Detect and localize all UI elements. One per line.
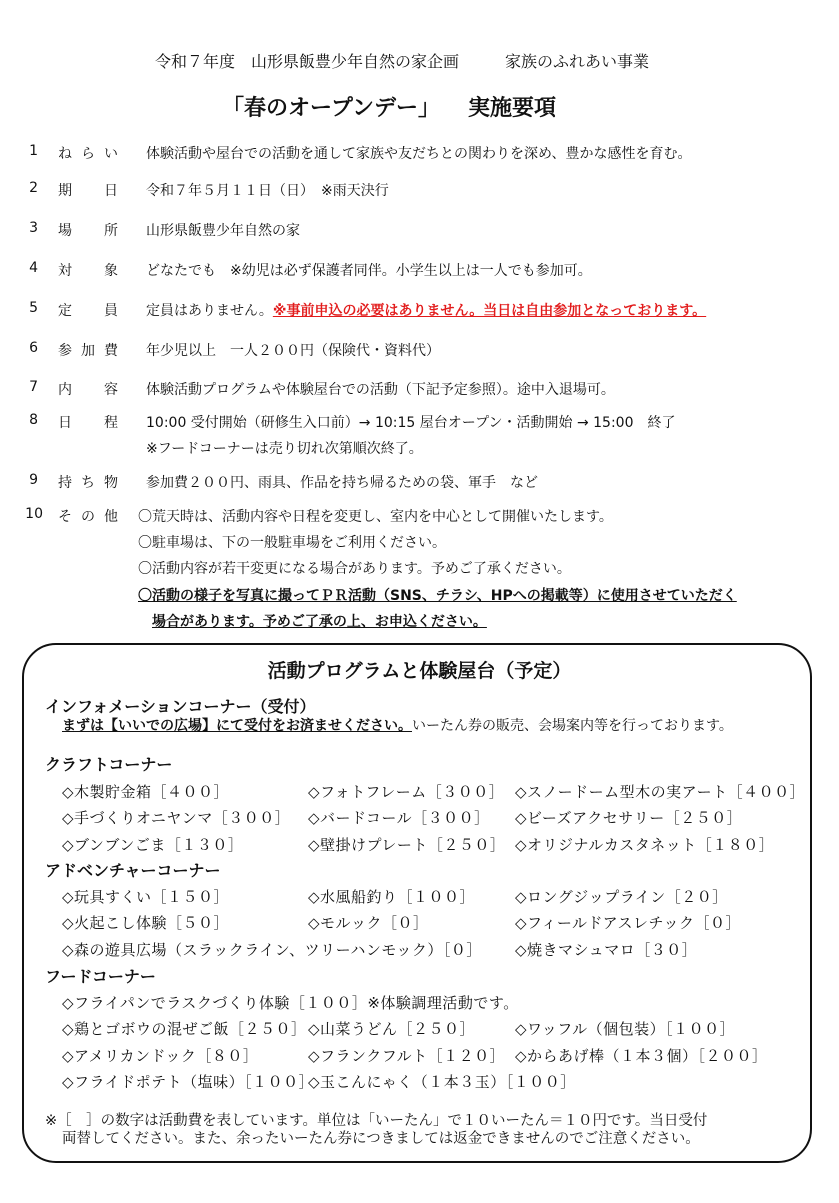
page-title bbox=[222, 91, 556, 122]
adventure-item: ◇水風船釣り［１００］ bbox=[308, 888, 476, 906]
item-number: 2 bbox=[29, 180, 38, 196]
item-value: 体験活動や屋台での活動を通して家族や友だちとの関わりを深め、豊かな感性を育む。 bbox=[146, 146, 692, 162]
food-corner-heading: フードコーナー bbox=[45, 967, 156, 986]
item-value: 令和７年５月１１日（日） ※雨天決行 bbox=[146, 183, 389, 199]
item-value: 山形県飯豊少年自然の家 bbox=[146, 223, 300, 239]
info-corner-bold: まずは【いいでの広場】にて受付をお済ませください。 bbox=[62, 718, 412, 734]
item-number: 3 bbox=[29, 220, 38, 236]
adventure-item: ◇火起こし体験［５０］ bbox=[62, 914, 230, 932]
food-item: ◇ワッフル（個包装）［１００］ bbox=[515, 1020, 736, 1038]
craft-item: ◇ビーズアクセサリー［２５０］ bbox=[515, 809, 743, 827]
craft-item: ◇手づくりオニヤンマ［３００］ bbox=[62, 809, 291, 827]
item-value: 定員はありません。※事前申込の必要はありません。当日は自由参加となっております。 bbox=[146, 303, 707, 319]
program-title: 活動プログラムと体験屋台（予定） bbox=[267, 660, 572, 682]
subtitle bbox=[155, 49, 649, 72]
item-row bbox=[0, 300, 839, 320]
item-number: 9 bbox=[29, 472, 38, 488]
item-number: 6 bbox=[29, 340, 38, 356]
item-value: どなたでも ※幼児は必ず保護者同伴。小学生以上は一人でも参加可。 bbox=[146, 263, 592, 279]
adventure-item: ◇モルック［０］ bbox=[308, 914, 429, 932]
other-note-photo: 場合があります。予めご了承の上、お申込ください。 bbox=[152, 614, 487, 630]
craft-item: ◇スノードーム型木の実アート［４００］ bbox=[515, 783, 806, 801]
item-row bbox=[0, 220, 839, 240]
item-row bbox=[0, 340, 839, 360]
item-number: 7 bbox=[29, 379, 38, 395]
item-row bbox=[0, 260, 839, 280]
title-event: 「春のオープンデー」 bbox=[222, 96, 441, 121]
item-label: 期 日 bbox=[58, 183, 118, 199]
item-number: 1 bbox=[29, 143, 38, 159]
currency-note: 両替してください。また、余ったいーたん券につきましては返金できませんのでご注意ください。 bbox=[62, 1131, 700, 1147]
item-row bbox=[0, 180, 839, 200]
craft-corner-heading: クラフトコーナー bbox=[45, 755, 173, 774]
food-item: ◇玉こんにゃく（１本３玉）［１００］ bbox=[308, 1073, 576, 1091]
adventure-item: ◇焼きマシュマロ［３０］ bbox=[515, 941, 698, 959]
subtitle-organizer: 令和７年度 山形県飯豊少年自然の家企画 bbox=[155, 52, 460, 71]
info-corner-rest: いーたん券の販売、会場案内等を行っております。 bbox=[412, 718, 733, 734]
item-row bbox=[0, 412, 839, 432]
item-number: 4 bbox=[29, 260, 38, 276]
adventure-corner-heading: アドベンチャーコーナー bbox=[45, 861, 221, 880]
food-item: ◇アメリカンドック［８０］ bbox=[62, 1047, 259, 1065]
item-row bbox=[0, 472, 839, 492]
item-label: 参 加 費 bbox=[58, 343, 118, 359]
craft-item: ◇フォトフレーム［３００］ bbox=[308, 783, 505, 801]
food-item: ◇フランクフルト［１２０］ bbox=[308, 1047, 506, 1065]
item-value: 年少児以上 一人２００円（保険代・資料代） bbox=[146, 343, 440, 359]
item-number: 5 bbox=[29, 300, 38, 316]
adventure-item: ◇森の遊具広場（スラックライン、ツリーハンモック）［０］ bbox=[62, 941, 482, 959]
other-note: 〇駐車場は、下の一般駐車場をご利用ください。 bbox=[138, 535, 446, 551]
item-label: 内 容 bbox=[58, 382, 118, 398]
item-label: そ の 他 bbox=[58, 509, 118, 525]
adventure-item: ◇ロングジップライン［２０］ bbox=[515, 888, 728, 906]
item-label: 場 所 bbox=[58, 223, 118, 239]
item-label: 持 ち 物 bbox=[58, 475, 118, 491]
food-item: ◇フライパンでラスクづくり体験［１００］※体験調理活動です。 bbox=[62, 994, 519, 1012]
subtitle-program: 家族のふれあい事業 bbox=[505, 52, 650, 71]
craft-item: ◇ブンブンごま［１３０］ bbox=[62, 836, 244, 854]
adventure-item: ◇玩具すくい［１５０］ bbox=[62, 888, 230, 906]
item-value: 参加費２００円、雨具、作品を持ち帰るための袋、軍手 など bbox=[146, 475, 538, 491]
item-value: 体験活動プログラムや体験屋台での活動（下記予定参照）。途中入退場可。 bbox=[146, 382, 615, 398]
craft-item: ◇壁掛けプレート［２５０］ bbox=[308, 836, 506, 854]
info-corner-text bbox=[62, 715, 733, 735]
item-label: 対 象 bbox=[58, 263, 118, 279]
item-number: 10 bbox=[25, 506, 43, 522]
item-label: 日 程 bbox=[58, 415, 118, 431]
item-number: 8 bbox=[29, 412, 38, 428]
item-label: 定 員 bbox=[58, 303, 118, 319]
currency-note: ※［ ］の数字は活動費を表しています。単位は「いーたん」で１０いーたん＝１０円です。当日受付 bbox=[45, 1113, 708, 1129]
item-row-cont bbox=[0, 438, 839, 458]
craft-item: ◇バードコール［３００］ bbox=[308, 809, 490, 827]
food-item: ◇からあげ棒（１本３個）［２００］ bbox=[515, 1047, 768, 1065]
notice-no-registration: ※事前申込の必要はありません。当日は自由参加となっております。 bbox=[272, 303, 707, 319]
food-item: ◇フライドポテト（塩味）［１００］ bbox=[62, 1073, 315, 1091]
craft-item: ◇木製貯金箱［４００］ bbox=[62, 783, 230, 801]
adventure-item: ◇フィールドアスレチック［０］ bbox=[515, 914, 742, 932]
food-item: ◇山菜うどん［２５０］ bbox=[308, 1020, 476, 1038]
other-note: 〇活動内容が若干変更になる場合があります。予めご了承ください。 bbox=[138, 561, 571, 577]
craft-item: ◇オリジナルカスタネット［１８０］ bbox=[515, 836, 775, 854]
info-corner-heading: インフォメーションコーナー（受付） bbox=[45, 697, 316, 716]
item-row bbox=[0, 143, 839, 163]
item-row bbox=[0, 379, 839, 399]
item-value-note: ※フードコーナーは売り切れ次第順次終了。 bbox=[146, 441, 423, 457]
other-note-photo: 〇活動の様子を写真に撮ってＰＲ活動（SNS、チラシ、HPへの掲載等）に使用させていただく bbox=[138, 588, 737, 604]
food-item: ◇鶏とゴボウの混ぜご飯［２５０］ bbox=[62, 1020, 307, 1038]
item-label: ね ら い bbox=[58, 146, 118, 162]
item-value: 10:00 受付開始（研修生入口前）→ 10:15 屋台オープン・活動開始 → 15:00 終了 bbox=[146, 415, 676, 431]
other-note: 〇荒天時は、活動内容や日程を変更し、室内を中心として開催いたします。 bbox=[138, 509, 613, 525]
title-suffix: 実施要項 bbox=[468, 96, 557, 121]
